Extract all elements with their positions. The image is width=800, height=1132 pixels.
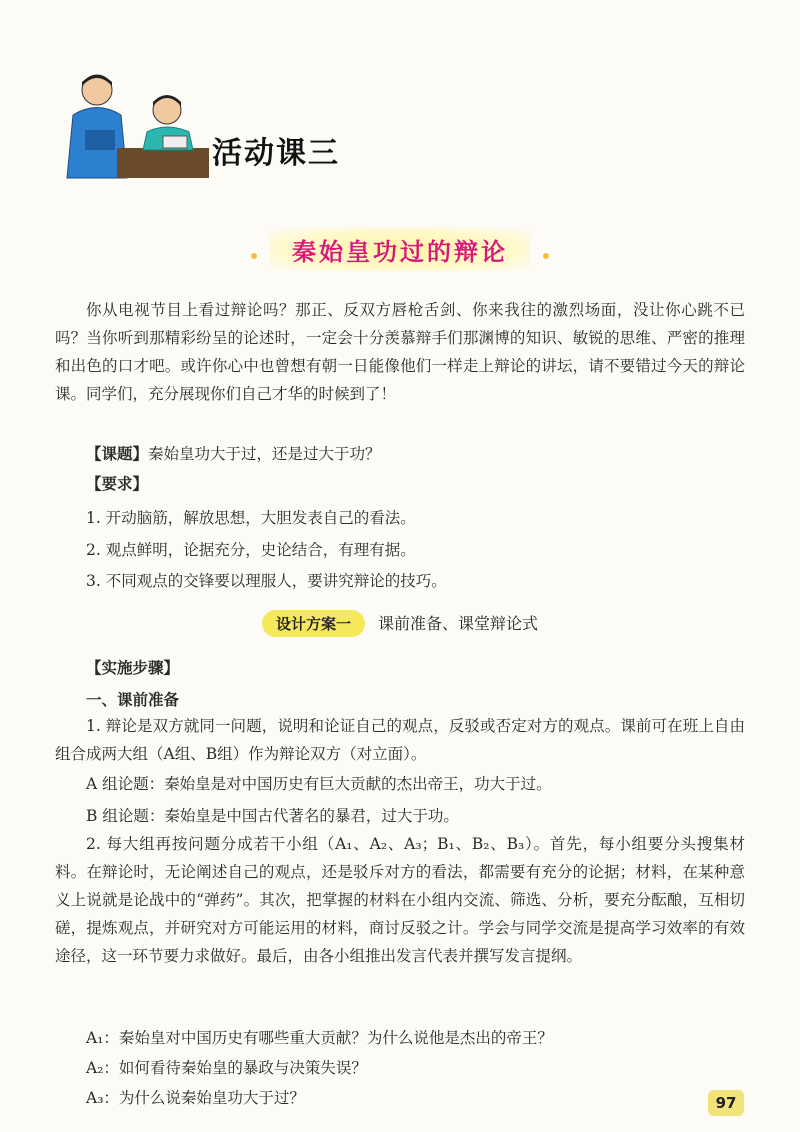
steps-label: 【实施步骤】 xyxy=(86,659,180,677)
question-item: A₂：如何看待秦始皇的暴政与决策失误？ xyxy=(86,1059,367,1077)
plan-badge: 设计方案一 xyxy=(262,610,365,637)
steps-paragraph-2: 2. 每大组再按问题分成若干小组（A₁、A₂、A₃；B₁、B₂、B₃）。首先，每小组要分头搜集材料。在辩论时，无论阐述自己的观点，还是驳斥对方的看法，都需要有充分的论据；材料，在某种意义上说就是论战中的“弹药”。其次，把掌握的材料在小组内交流、筛选、分析，要充分酝酿，互相切磋，提炼观点，并研究对方可能运用的材料，商讨反驳之计。学会与同学交流是提高学习效率的有效途径，这一环节要力求做好。最后，由各小组推出发言代表并撰写发言提纲。 xyxy=(55,835,745,965)
group-b-thesis: B 组论题：秦始皇是中国古代著名的暴君，过大于功。 xyxy=(86,807,459,825)
requirement-item: 1. 开动脑筋，解放思想，大胆发表自己的看法。 xyxy=(86,509,416,527)
plan-subtitle: 课前准备、课堂辩论式 xyxy=(378,614,539,633)
requirement-item: 3. 不同观点的交锋要以理服人，要讲究辩论的技巧。 xyxy=(86,572,447,590)
topic-text: 秦始皇功大于过，还是过大于功？ xyxy=(148,445,381,463)
plan-heading xyxy=(0,610,800,637)
title-dot-left xyxy=(251,253,257,259)
topic-line xyxy=(86,440,756,468)
intro-paragraph: 你从电视节目上看过辩论吗？那正、反双方唇枪舌剑、你来我往的激烈场面，没让你心跳不已吗？当你听到那精彩纷呈的论述时，一定会十分羡慕辩手们那渊博的知识、敏锐的思维、严密的推理和出色的口才吧。或许你心中也曾想有朝一日能像他们一样走上辩论的讲坛，请不要错过今天的辩论课。同学们，充分展现你们自己才华的时候到了！ xyxy=(55,301,745,403)
students-illustration xyxy=(55,70,215,180)
requirements-label: 【要求】 xyxy=(86,475,149,493)
main-title: 秦始皇功过的辩论 xyxy=(270,228,530,271)
steps-paragraph-1: 1. 辩论是双方就同一问题，说明和论证自己的观点，反驳或否定对方的观点。课前可在班上自由组合成两大组（A组、B组）作为辩论双方（对立面）。 xyxy=(55,717,745,763)
requirement-item: 2. 观点鲜明，论据充分，史论结合，有理有据。 xyxy=(86,541,416,559)
question-item: A₁：秦始皇对中国历史有哪些重大贡献？为什么说他是杰出的帝王？ xyxy=(86,1029,553,1047)
section1-heading: 一、课前准备 xyxy=(86,691,180,709)
topic-label: 【课题】 xyxy=(86,445,149,463)
question-item: A₃：为什么说秦始皇功大于过？ xyxy=(86,1089,305,1107)
chapter-header xyxy=(55,70,475,180)
main-title-row xyxy=(0,228,800,271)
title-dot-right xyxy=(543,253,549,259)
group-a-thesis: A 组论题：秦始皇是对中国历史有巨大贡献的杰出帝王，功大于过。 xyxy=(86,775,552,793)
page-number: 97 xyxy=(708,1090,744,1116)
activity-title: 活动课三 xyxy=(212,136,340,171)
